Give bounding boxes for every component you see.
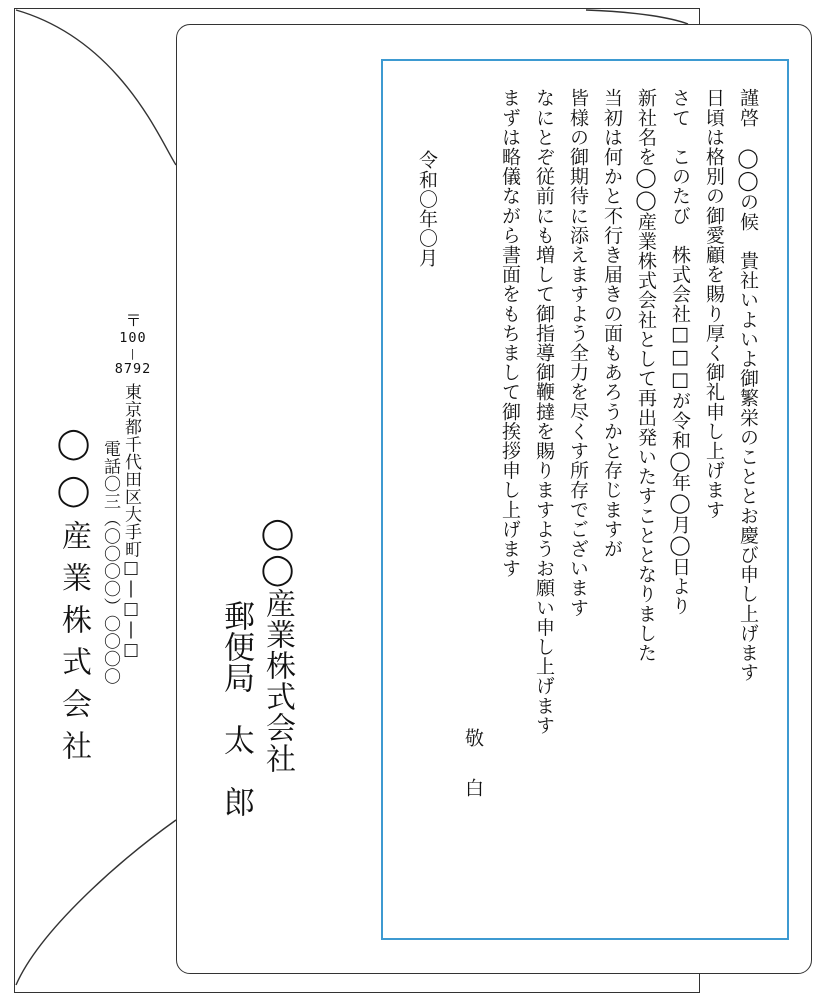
recipient-name: 郵便局 太 郎 bbox=[218, 600, 254, 817]
letter-line-5: 当初は何かと不行き届きの面もあろうかと存じますが bbox=[601, 88, 623, 559]
recipient-company: ◯◯産業株式会社 bbox=[260, 516, 295, 774]
letter-line-1: 謹啓 ◯◯の候 貴社いよいよ御繁栄のこととお慶び申し上げます bbox=[737, 88, 759, 682]
letter-closing: 敬 白 bbox=[462, 728, 484, 803]
letter-line-7: なにとぞ従前にも増して御指導御鞭撻を賜りますようお願い申し上げます bbox=[533, 88, 555, 735]
postal-code-second: 8792 bbox=[114, 360, 152, 377]
sender-address: 東京都千代田区大手町□|□|□ bbox=[121, 383, 141, 661]
letter-line-8: まずは略儀ながら書面をもちまして御挨拶申し上げます bbox=[499, 88, 521, 578]
letter-line-4: 新社名を◯◯産業株式会社として再出発いたすこととなりました bbox=[635, 88, 657, 663]
postal-code-first: 100 bbox=[119, 330, 147, 346]
postal-code bbox=[110, 330, 156, 378]
letter-line-3: さて このたび 株式会社□□□が令和◯年◯月◯日より bbox=[669, 88, 691, 616]
postal-mark-icon: 〒 bbox=[123, 312, 142, 328]
letter-line-2: 日頃は格別の御愛顧を賜り厚く御礼申し上げます bbox=[703, 88, 725, 520]
letter-date: 令和〇年〇月 bbox=[416, 150, 438, 268]
sender-company: ◯◯産業株式会社 bbox=[56, 426, 91, 772]
sender-phone: 電話〇三（〇〇〇〇）〇〇〇〇 bbox=[100, 440, 120, 685]
postal-code-separator: | bbox=[129, 346, 137, 360]
letter-line-6: 皆様の御期待に添えますよう全力を尽くす所存でございます bbox=[567, 88, 589, 618]
